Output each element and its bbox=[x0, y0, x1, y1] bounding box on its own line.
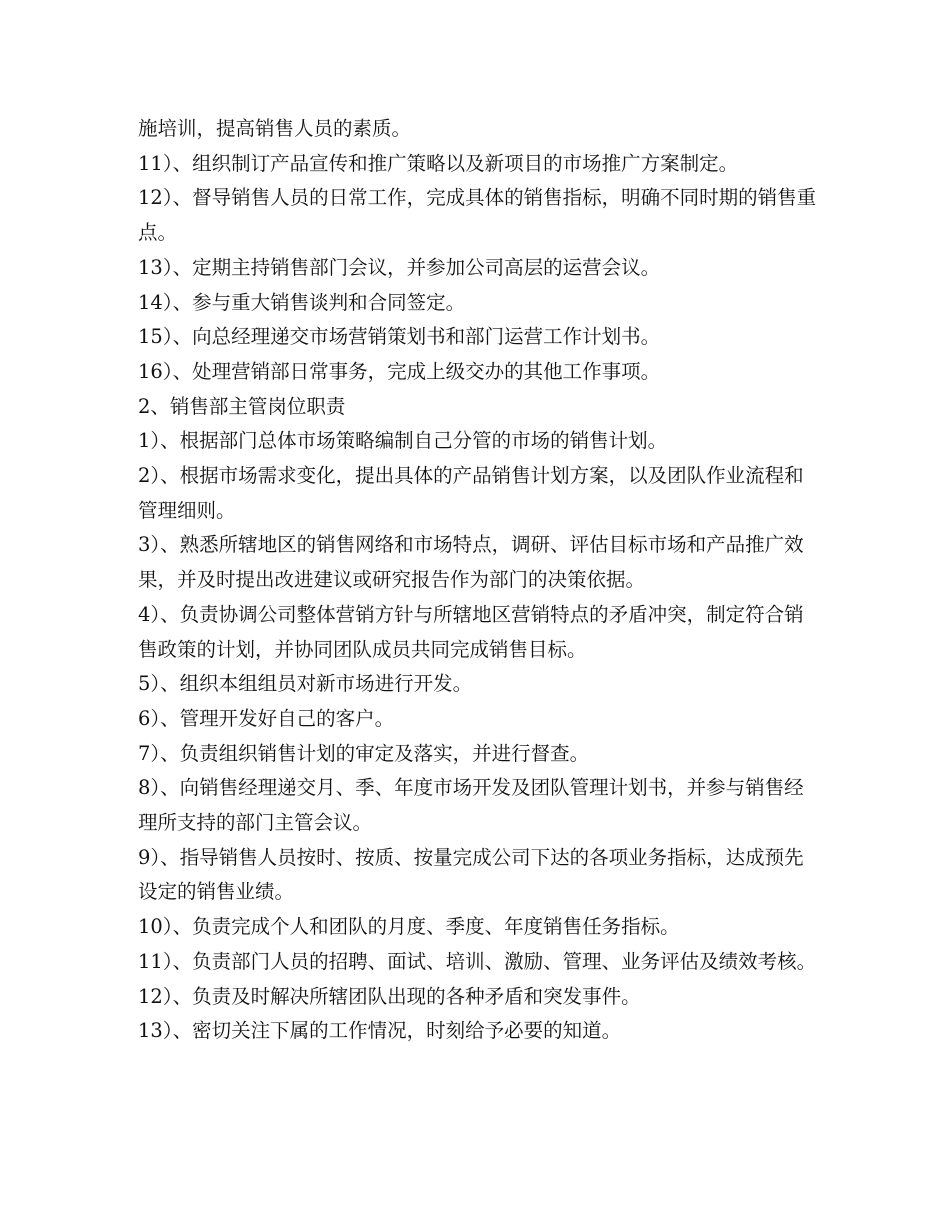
paragraph-3: 12）、督导销售人员的日常工作，完成具体的销售指标，明确不同时期的销售重点。 bbox=[138, 186, 817, 245]
paragraph-6: 15）、向总经理递交市场营销策划书和部门运营工作计划书。 bbox=[138, 325, 661, 349]
paragraph-9: 1）、根据部门总体市场策略编制自己分管的市场的销售计划。 bbox=[138, 429, 668, 453]
paragraph-16: 8）、向销售经理递交月、季、年度市场开发及团队管理计划书，并参与销售经理所支持的部门主管会议。 bbox=[138, 776, 804, 835]
paragraph-10: 2）、根据市场需求变化，提出具体的产品销售计划方案，以及团队作业流程和管理细则。 bbox=[138, 464, 804, 522]
paragraph-21: 13）、密切关注下属的工作情况，时刻给予必要的知道。 bbox=[138, 1019, 622, 1043]
paragraph-20: 12）、负责及时解决所辖团队出现的各种矛盾和突发事件。 bbox=[138, 984, 641, 1008]
paragraph-2: 11）、组织制订产品宣传和推广策略以及新项目的市场推广方案制定。 bbox=[138, 151, 739, 175]
paragraph-18: 10）、负责完成个人和团队的月度、季度、年度销售任务指标。 bbox=[138, 915, 680, 939]
paragraph-14: 6）、管理开发好自己的客户。 bbox=[138, 706, 395, 730]
paragraph-1: 施培训，提高销售人员的素质。 bbox=[138, 117, 412, 140]
paragraph-13: 5）、组织本组组员对新市场进行开发。 bbox=[138, 672, 473, 696]
paragraph-15: 7）、负责组织销售计划的审定及落实，并进行督查。 bbox=[138, 741, 590, 765]
paragraph-11: 3）、熟悉所辖地区的销售网络和市场特点，调研、评估目标市场和产品推广效果，并及时提出改进建议或研究报告作为部门的决策依据。 bbox=[138, 533, 804, 592]
paragraph-17: 9）、指导销售人员按时、按质、按量完成公司下达的各项业务指标，达成预先设定的销售业绩。 bbox=[138, 845, 804, 904]
paragraph-19: 11）、负责部门人员的招聘、面试、培训、激励、管理、业务评估及绩效考核。 bbox=[138, 949, 817, 973]
paragraph-4: 13）、定期主持销售部门会议，并参加公司高层的运营会议。 bbox=[138, 255, 661, 279]
paragraph-12: 4）、负责协调公司整体营销方针与所辖地区营销特点的矛盾冲突，制定符合销售政策的计划，并协同团队成员共同完成销售目标。 bbox=[138, 602, 804, 661]
document-body bbox=[138, 112, 818, 1049]
paragraph-7: 16）、处理营销部日常事务，完成上级交办的其他工作事项。 bbox=[138, 359, 661, 383]
paragraph-5: 14）、参与重大销售谈判和合同签定。 bbox=[138, 290, 466, 314]
section-heading: 2、销售部主管岗位职责 bbox=[138, 394, 346, 418]
